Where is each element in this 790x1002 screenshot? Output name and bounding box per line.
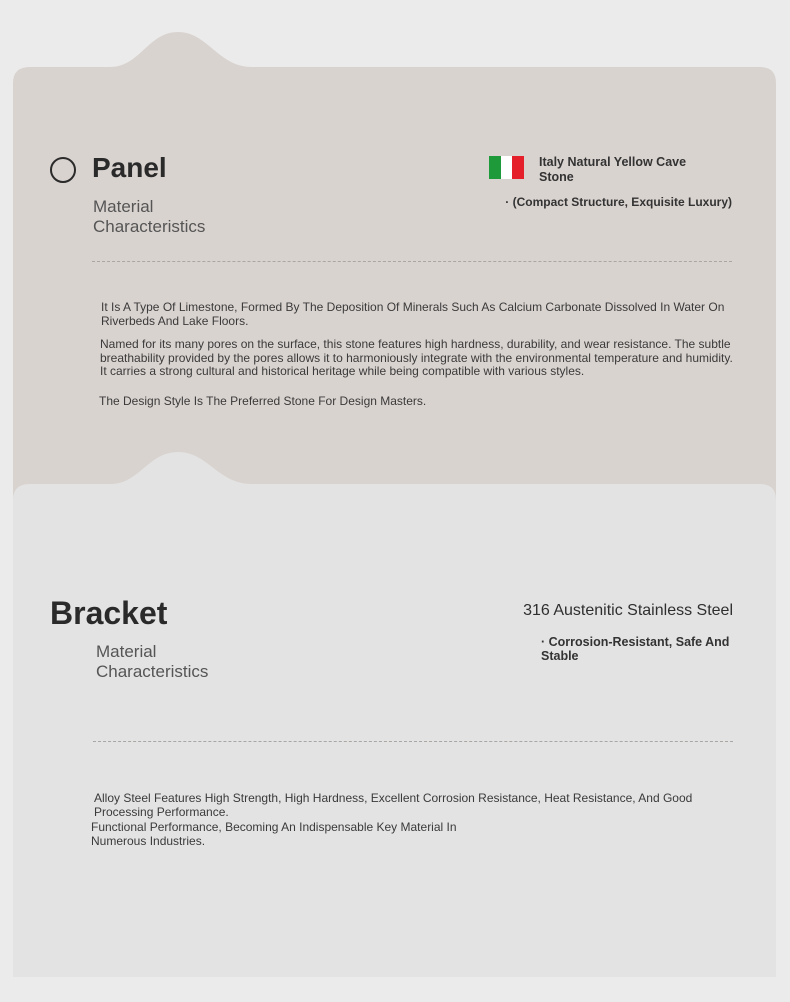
- bracket-note: · Corrosion-Resistant, Safe And Stable: [541, 635, 730, 663]
- panel-subtitle: Material Characteristics: [93, 197, 206, 236]
- panel-paragraph-1: It Is A Type Of Limestone, Formed By The Deposition Of Minerals Such As Calcium Carbonate Dissolved In Water On Riverbeds And Lake Floors.: [101, 300, 725, 328]
- panel-divider: [92, 261, 732, 262]
- bracket-paragraph-1: Alloy Steel Features High Strength, High Hardness, Excellent Corrosion Resistance, Heat Resistance, And Good Processing Performance.: [94, 791, 693, 819]
- panel-title: Panel: [92, 152, 167, 183]
- bracket-subtitle: Material Characteristics: [96, 642, 209, 681]
- panel-paragraph-2: Named for its many pores on the surface, this stone features high hardness, durability, and wear resistance. The subtle breathability provided by the pores allows it to harmoniously integrate with the environmental temperature and humidity. It carries a strong cultural and historical heritage while being compatible with various styles.: [100, 337, 733, 378]
- bracket-title: Bracket: [50, 595, 168, 631]
- panel-origin: Italy Natural Yellow Cave Stone: [539, 155, 687, 184]
- circle-icon: [50, 157, 76, 183]
- panel-card: [13, 32, 776, 540]
- bracket-divider: [93, 741, 733, 742]
- panel-note: · (Compact Structure, Exquisite Luxury): [505, 195, 732, 209]
- bracket-material: 316 Austenitic Stainless Steel: [523, 602, 733, 619]
- panel-paragraph-3: The Design Style Is The Preferred Stone For Design Masters.: [99, 394, 427, 408]
- italy-flag-icon: [489, 156, 524, 179]
- bracket-card: [13, 452, 776, 977]
- bracket-paragraph-2: Functional Performance, Becoming An Indispensable Key Material In Numerous Industries.: [91, 820, 457, 848]
